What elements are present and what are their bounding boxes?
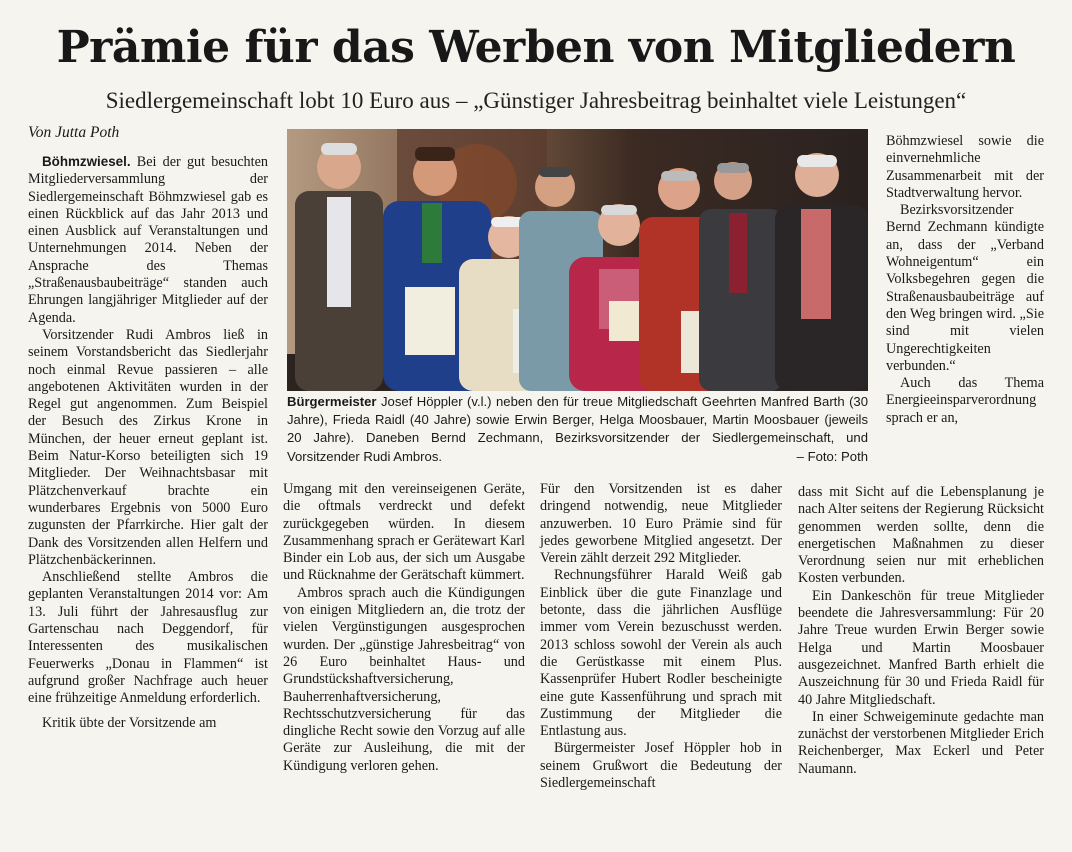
paragraph-text: Bei der gut besuchten Mitgliederversammlung der Siedlergemeinschaft Böhmzwiesel gab es einen Rückblick auf das Jahr 2013 und einen Ausblick auf Veranstaltungen und Unternehmungen 2014. Neben der Ansprache des Themas „Straßenausbaubeiträge“ standen auch Ehrungen langjähriger Mitglieder auf der Agenda.	[28, 154, 268, 326]
caption-text: Josef Höppler (v.l.) neben den für treue Mitgliedschaft Geehrten Manfred Barth (30 Jahre), Frieda Raidl (40 Jahre) sowie Erwin Berger, Helga Moosbauer, Martin Moosbauer (jeweils 20 Jahre). Daneben Bernd Zechmann, Bezirksvorsitzender der Siedlergemeinschaft, und Vorsitzender Rudi Ambros.	[287, 394, 868, 464]
dateline: Böhmzwiesel.	[42, 154, 131, 169]
paragraph: Umgang mit den vereinseigenen Geräte, die oftmals verdreckt und defekt zurückgegeben würden. In diesem Zusammenhang sprach er Gerätewart Karl Binder ein Lob aus, der sich um Ausgabe und Rücknahme der Gerätschaft kümmert.	[283, 481, 525, 584]
paragraph: Für den Vorsitzenden ist es daher dringend notwendig, neue Mitglieder anzuwerben. 10 Euro Prämie sind für jedes geworbene Mitglied angesetzt. Der Verein zählt derzeit 292 Mitglieder.	[540, 481, 782, 567]
paragraph: Ambros sprach auch die Kündigungen von einigen Mitgliedern an, die trotz der vielen Vergünstigungen ausgesprochen wurden. Der „günstige Jahresbeitrag“ von 26 Euro beinhaltet Haus- und Grundstückshaftversicherung, Bauherrenhaftversicherung, Rechtsschutzversicherung für das dingliche Recht sowie den Vorzug auf alle Geräte zur Ausleihung, die mit der Kündigung verloren gehen.	[283, 584, 525, 774]
column-1	[28, 153, 268, 732]
photo-credit: – Foto: Poth	[796, 448, 868, 464]
paragraph: Böhmzwiesel sowie die einvernehmliche Zusammenarbeit mit der Stadtverwaltung hervor.	[886, 133, 1044, 201]
column-2	[283, 481, 525, 775]
paragraph: Ein Dankeschön für treue Mitglieder beendete die Jahresversammlung: Für 20 Jahre Treue wurden Erwin Berger sowie Helga und Martin Moosbauer ausgezeichnet. Manfred Barth erhielt die Auszeichnung für 30 und Frieda Raidl für 40 Jahre Mitgliedschaft.	[798, 587, 1044, 708]
photo-caption	[287, 393, 868, 466]
paragraph: dass mit Sicht auf die Lebensplanung je nach Alter seitens der Regierung Rücksicht genommen werden sollte, denn die energetischen Maßnahmen zu dieser Verordnung seien nur mit erheblichen Kosten verbunden.	[798, 484, 1044, 587]
paragraph: Auch das Thema Energieeinsparverordnung sprach er an,	[886, 375, 1044, 426]
paragraph	[28, 153, 268, 327]
group-photo-illustration	[287, 129, 868, 391]
article-photo	[287, 129, 868, 391]
column-4-lower	[798, 484, 1044, 778]
column-3	[540, 481, 782, 792]
headline: Prämie für das Werben von Mitgliedern	[56, 22, 1016, 73]
byline: Von Jutta Poth	[28, 124, 120, 141]
paragraph: Bürgermeister Josef Höppler hob in seinem Grußwort die Bedeutung der Siedlergemeinschaft	[540, 740, 782, 792]
paragraph: In einer Schweigeminute gedachte man zunächst der verstorbenen Mitglieder Erich Reichenberger, Max Eckerl und Peter Naumann.	[798, 708, 1044, 777]
paragraph: Rechnungsführer Harald Weiß gab Einblick über die gute Finanzlage und betonte, dass die jährlichen Ausflüge immer vom Verein bezuschusst werden. 2013 schloss sowohl der Verein als auch die Gerüstkasse mit einem Plus. Kassenprüfer Hubert Rodler bescheinigte eine gute Kassenführung und sprach mit Zustimmung der Mitglieder die Entlastung aus.	[540, 567, 782, 740]
paragraph: Vorsitzender Rudi Ambros ließ in seinem Vorstandsbericht das Siedlerjahr noch einmal Revue passieren – alle angebotenen Aktivitäten wurden in der Regel gut angenommen. Zum Beispiel der Besuch des Zirkus Krone in München, der heuer erneut geplant ist. Beim Natur-Korso beteiligten sich 19 Mitglieder. Der Weihnachtsbasar mit Plätzchenverkauf brachte ein wunderbares Ergebnis von 5000 Euro zugunsten der Pfarrkirche. Hier galt der Dank des Vorsitzenden allen Helfern und Plätzchenbäckerinnen.	[28, 326, 268, 568]
paragraph: Anschließend stellte Ambros die geplanten Veranstaltungen 2014 vor: Am 13. Juli führt der Jahresausflug zur Gartenschau nach Deggendorf, für Interessenten des musikalischen Feuerwerks „Donau in Flammen“ ist aufgrund großer Nachfrage auch heuer eine frühzeitige Anmeldung erforderlich.	[28, 569, 268, 707]
caption-lead: Bürgermeister	[287, 394, 377, 409]
subheadline: Siedlergemeinschaft lobt 10 Euro aus – „Günstiger Jahresbeitrag beinhaltet viele Leistungen“	[105, 88, 967, 113]
paragraph: Bezirksvorsitzender Bernd Zechmann kündigte an, dass der „Verband Wohneigentum“ ein Volksbegehren gegen die Straßenausbaubeiträge auf den Weg bringen wird. „Sie sind mit vielen Ungerechtigkeiten verbunden.“	[886, 202, 1044, 374]
column-4-upper	[886, 133, 1044, 427]
paragraph: Kritik übte der Vorsitzende am	[42, 714, 217, 731]
